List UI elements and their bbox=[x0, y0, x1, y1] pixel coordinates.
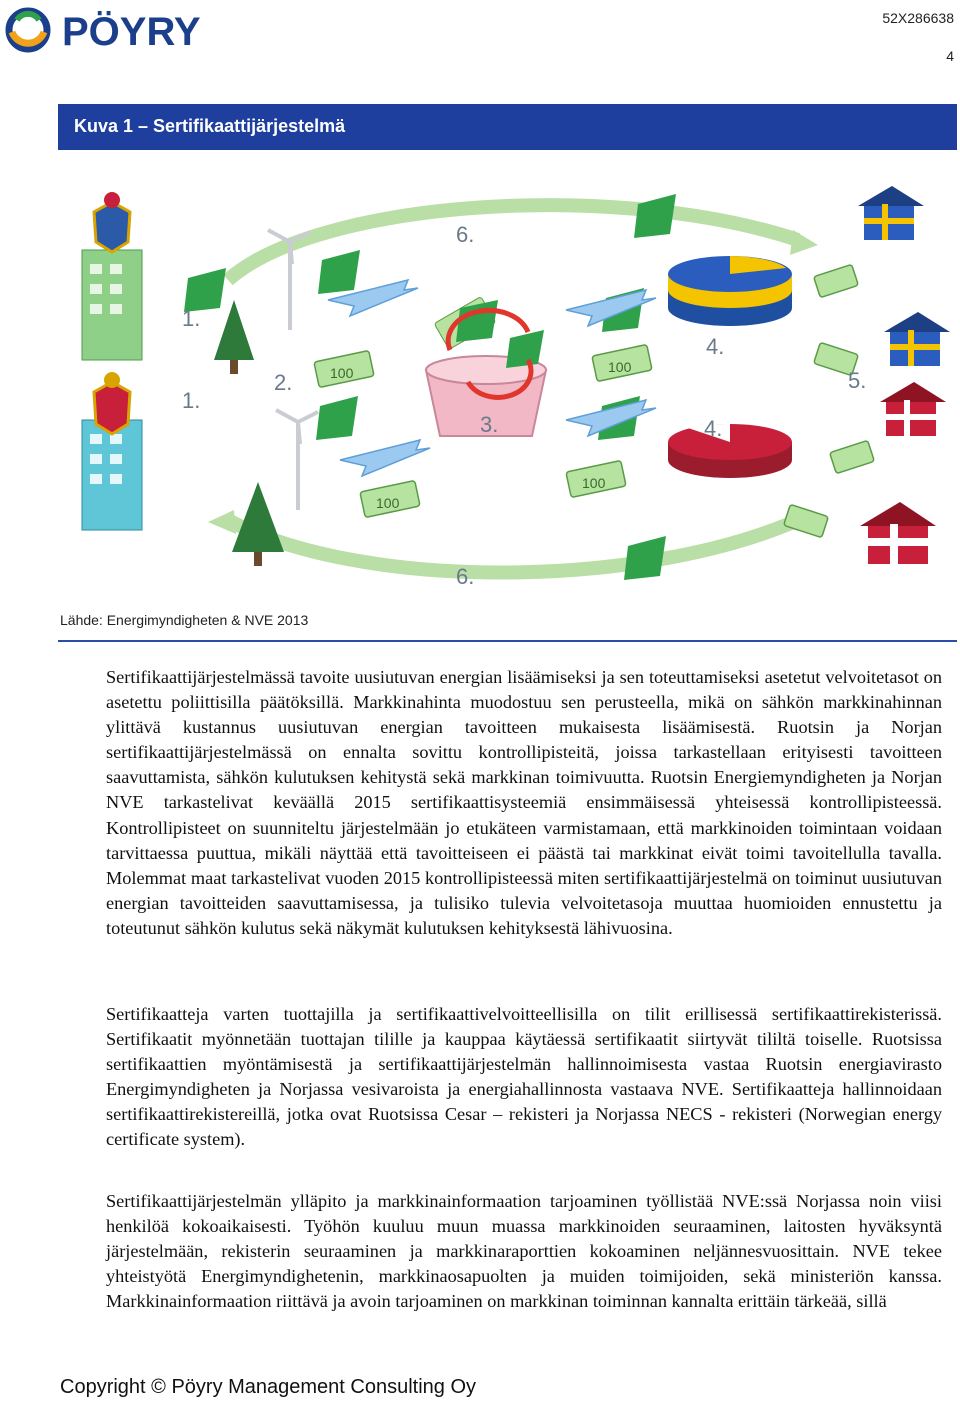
step-label-1-bottom: 1. bbox=[182, 388, 201, 413]
divider bbox=[58, 640, 957, 642]
step-label-4-top: 4. bbox=[706, 334, 725, 359]
norway-government-building-icon bbox=[82, 372, 142, 530]
cycle-arrow-bottom bbox=[228, 520, 798, 573]
document-id: 52X286638 bbox=[882, 10, 954, 26]
body-paragraph: Sertifikaatteja varten tuottajilla ja sertifikaattivelvoitteellisilla on tilit erillisessä sertifikaattirekisterissä. Sertifikaatit myönnetään tuottajan tilille ja kauppaa käytäessä sertifikaatit siirtyvät tililtä toiselle. Ruotsissa sertifikaattien myöntämisestä ja sertifikaattijärjestelmän hallinnoimisesta vastaa Ruotsin energiavirasto Energimyndigheten ja Norjassa vesivaroista ja energiahallinnosta vastaava NVE. Sertifikaatteja hallinnoidaan sertifikaattirekistereillä, jotka ovat Ruotsissa Cesar – rekisteri ja Norjassa NECS - rekisteri (Norwegian energy certificate system). bbox=[106, 1004, 942, 1150]
step-label-5: 5. bbox=[848, 368, 867, 393]
norway-pie-chart-icon bbox=[668, 424, 792, 478]
banknote-value: 100 bbox=[608, 359, 632, 375]
figure-caption: Kuva 1 – Sertifikaattijärjestelmä bbox=[58, 104, 957, 150]
step-label-3: 3. bbox=[480, 412, 499, 437]
figure-source: Lähde: Energimyndigheten & NVE 2013 bbox=[60, 612, 309, 628]
body-paragraph: Sertifikaattijärjestelmässä tavoite uusiutuvan energian lisäämiseksi ja sen toteuttamiseksi asetetut velvoitetasot on asetettu poliittisilla päätöksillä. Markkinahinta muodostuu sen perusteella, mikä on sähkön markkinahinnan ylittävä kustannus uusiutuvan energian tavoitteen mukaisesta lisäämisestä. Ruotsin ja Norjan sertifikaattijärjestelmässä on ennalta sovittu kontrollipisteitä, joissa tarkastellaan erityisesti tavoitteen saavuttamista, sähkön kulutuksen kehitystä sekä markkinan toimivuutta. Ruotsin Energiemyndigheten ja Norjan NVE tarkastelivat keväällä 2015 sertifikaattisysteemiä ensimmäisessä yhteisessä kontrollipisteessä. Kontrollipisteet on suunniteltu järjestelmään jo etukäteen varmistamaan, että markkinoiden toimintaan voidaan tarvittaessa puuttua, mikäli näyttää että tavoitteiseen ei päästä tai markkinat eivät toimi tavoitellulla tavalla. Molemmat maat tarkastelivat vuoden 2015 kontrollipisteessä miten sertifikaattijärjestelmä on toiminut uusiutuvan energian tavoitteiden saavuttamisessa, ja tulisiko tulevia velvoitetasoja muuttaa huomioiden ennustettu ja toteutunut sähkön kulutus sekä näkymät kulutuksen kehityksestä lähivuosina. bbox=[106, 667, 942, 938]
step-label-1-top: 1. bbox=[182, 306, 201, 331]
poyry-logo bbox=[4, 6, 244, 54]
swedish-house-icon bbox=[858, 186, 950, 366]
step-label-6-top: 6. bbox=[456, 222, 475, 247]
banknote-value: 100 bbox=[330, 365, 354, 381]
body-paragraph: Sertifikaattijärjestelmän ylläpito ja markkinainformaation tarjoaminen työllistää NVE:ssä Norjassa noin viisi henkilöä kokoaikaisesti. Työhön kuuluu muun muassa markkinoiden seuraaminen, laitosten hyväksyntä järjestelmään, rekisterin seuraaminen ja markkinaraporttien kokoaminen neljännesvuosittain. NVE tekee yhteistyötä Energimyndighetenin, markkinaosapuolten ja muiden toimijoiden, sekä ministeriön kanssa. Markkinainformaation riittävä ja avoin tarjoaminen on markkinan toiminnan kannalta erittäin tärkeää, sillä bbox=[106, 1191, 942, 1312]
poyry-swirl-icon bbox=[9, 11, 47, 49]
page-number: 4 bbox=[946, 48, 954, 64]
step-label-4-bottom: 4. bbox=[704, 416, 723, 441]
copyright-footer: Copyright © Pöyry Management Consulting Oy bbox=[60, 1376, 477, 1398]
certificate-system-illustration bbox=[58, 160, 957, 600]
sweden-pie-chart-icon bbox=[668, 256, 792, 326]
logo-text: PÖYRY bbox=[62, 10, 201, 54]
norwegian-house-icon bbox=[860, 382, 946, 564]
banknote-value: 100 bbox=[376, 495, 400, 511]
banknote-value: 100 bbox=[582, 475, 606, 491]
step-label-6-bottom: 6. bbox=[456, 564, 475, 589]
step-label-2: 2. bbox=[274, 370, 293, 395]
sweden-government-building-icon bbox=[82, 192, 142, 360]
